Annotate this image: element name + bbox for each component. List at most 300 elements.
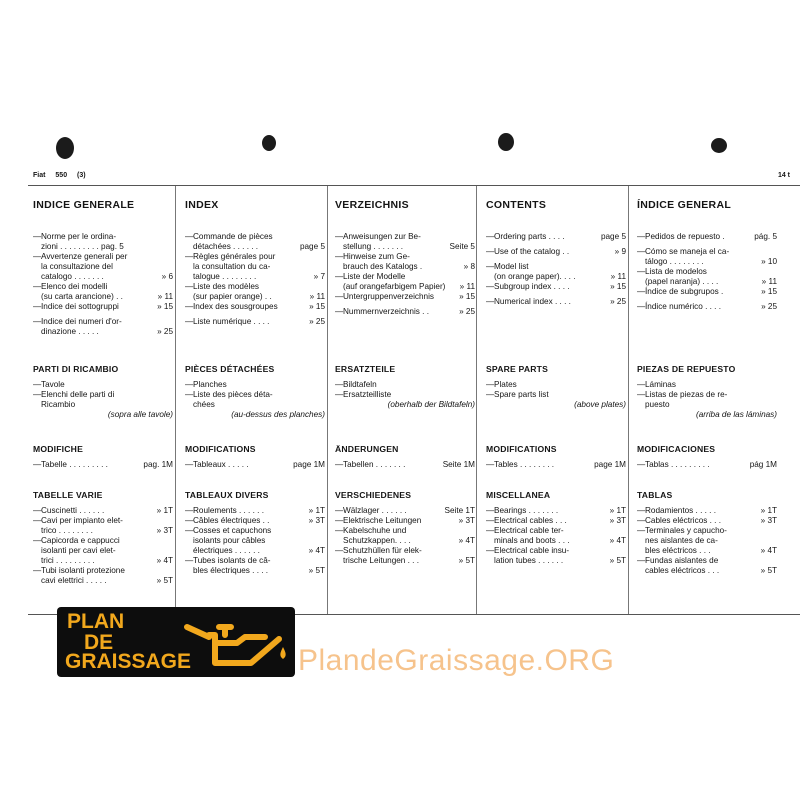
index-entry [486, 400, 626, 410]
section-title: TABELLE VARIE [33, 490, 103, 500]
index-entry [486, 282, 626, 292]
entry-text: (su carta arancione) . . [41, 292, 123, 301]
entry-text: Untergruppenverzeichnis [343, 292, 435, 301]
column-title: ÍNDICE GENERAL [637, 199, 732, 211]
index-entry [637, 556, 777, 566]
entry-page-ref: » 7 [313, 272, 325, 281]
index-entry [335, 390, 475, 400]
index-entry [335, 252, 475, 262]
entry-text: catalogo . . . . . . . [41, 272, 104, 281]
index-entry [185, 536, 325, 546]
entry-page-ref: » 4T [609, 536, 626, 545]
index-entry [335, 506, 475, 516]
entry-page-ref: » 4T [156, 556, 173, 565]
index-section [637, 232, 777, 312]
index-entry [33, 546, 173, 556]
entry-page-ref: » 3T [156, 526, 173, 535]
section-title: VERSCHIEDENES [335, 490, 412, 500]
entry-text: Liste des modèles [193, 282, 259, 291]
logo-line-2: DE [84, 631, 114, 654]
entry-page-ref: » 25 [309, 317, 325, 326]
index-entry [33, 566, 173, 576]
index-section [33, 232, 173, 337]
entry-page-ref: » 1T [609, 506, 626, 515]
entry-page-ref: » 25 [610, 297, 626, 306]
entry-page-ref: » 5T [156, 576, 173, 585]
entry-text: Electrical cable insu- [494, 546, 570, 555]
entry-text: Roulements . . . . . . [193, 506, 264, 515]
index-entry [486, 556, 626, 566]
index-column [185, 199, 325, 575]
entry-text: Rodamientos . . . . . [645, 506, 716, 515]
index-entry [185, 302, 325, 312]
entry-text: Avvertenze generali per [41, 252, 128, 261]
index-entry [185, 410, 325, 420]
entry-page-ref: » 15 [459, 292, 475, 301]
index-entry [185, 400, 325, 410]
entry-text: Lista de modelos [645, 267, 707, 276]
index-section [185, 232, 325, 327]
entry-text: Liste numérique . . . . [193, 317, 270, 326]
index-entry [637, 536, 777, 546]
entry-text: Fundas aislantes de [645, 556, 719, 565]
index-section [486, 232, 626, 307]
index-entry [33, 410, 173, 420]
entry-text: cables eléctricos . . . [645, 566, 720, 575]
index-entry [637, 516, 777, 526]
entry-text: Spare parts list [494, 390, 549, 399]
page-header [33, 172, 94, 179]
index-section [335, 444, 475, 470]
entry-text: Listas de piezas de re- [645, 390, 728, 399]
section-title: MODIFICATIONS [185, 444, 256, 454]
entry-page-ref: » 3T [609, 516, 626, 525]
header-code: (3) [77, 172, 86, 179]
index-section [637, 364, 777, 420]
entry-text: Schutzkappen. . . . [343, 536, 411, 545]
index-entry [335, 526, 475, 536]
entry-text: Subgroup index . . . . [494, 282, 570, 291]
entry-text: Tubes isolants de câ- [193, 556, 271, 565]
entry-text: Indice dei numeri d'or- [41, 317, 122, 326]
entry-text: la consultazione del [41, 262, 113, 271]
entry-text: chées [193, 400, 215, 409]
entry-text: (sopra alle tavole) [107, 410, 173, 419]
entry-text: Terminales y capucho- [645, 526, 727, 535]
entry-page-ref: » 15 [761, 287, 777, 296]
entry-text: trico . . . . . . . . [41, 526, 93, 535]
entry-page-ref: Seite 5 [449, 242, 475, 251]
scan-blot [56, 137, 74, 159]
index-column [486, 199, 626, 565]
index-entry [486, 536, 626, 546]
column-divider [628, 186, 629, 614]
entry-text: tálogo . . . . . . . . [645, 257, 704, 266]
entry-text: Elektrische Leitungen [343, 516, 422, 525]
entry-text: dinazione . . . . . [41, 327, 99, 336]
section-title: MODIFICHE [33, 444, 84, 454]
index-entry [486, 516, 626, 526]
index-entry [637, 277, 777, 287]
entry-page-ref: » 3T [308, 516, 325, 525]
entry-text: Tubi isolanti protezione [41, 566, 125, 575]
entry-text: Bearings . . . . . . . [494, 506, 559, 515]
index-entry [637, 302, 777, 312]
index-entry [185, 232, 325, 242]
entry-text: brauch des Katalogs . [343, 262, 423, 271]
index-entry [33, 252, 173, 262]
entry-text: Electrical cable ter- [494, 526, 564, 535]
index-section [185, 444, 325, 470]
index-entry [33, 292, 173, 302]
entry-page-ref: pag. 1M [143, 460, 173, 469]
index-section [33, 444, 173, 470]
entry-page-ref: » 3T [760, 516, 777, 525]
column-title: VERZEICHNIS [335, 199, 409, 211]
top-rule [28, 185, 800, 186]
entry-text: Règles générales pour [193, 252, 276, 261]
section-title: PARTI DI RICAMBIO [33, 364, 119, 374]
entry-page-ref: » 1T [156, 506, 173, 515]
index-entry [637, 400, 777, 410]
column-title: CONTENTS [486, 199, 547, 211]
entry-page-ref: » 25 [157, 327, 173, 336]
entry-text: Planches [193, 380, 227, 389]
entry-text: Cavi per impianto elet- [41, 516, 123, 525]
entry-page-ref: page 1M [594, 460, 626, 469]
entry-text: (arriba de las láminas) [696, 410, 777, 419]
entry-text: trici . . . . . . . . . [41, 556, 95, 565]
index-entry [33, 536, 173, 546]
entry-text: isolants pour câbles [193, 536, 266, 545]
entry-page-ref: » 4T [760, 546, 777, 555]
entry-page-ref: » 5T [308, 566, 325, 575]
entry-page-ref: » 11 [761, 277, 777, 286]
index-entry [185, 516, 325, 526]
index-entry [486, 506, 626, 516]
index-section [637, 444, 777, 470]
index-entry [185, 556, 325, 566]
index-entry [486, 297, 626, 307]
entry-page-ref: » 15 [157, 302, 173, 311]
index-entry [335, 556, 475, 566]
section-title: ERSATZTEILE [335, 364, 396, 374]
index-entry [185, 242, 325, 252]
index-section [335, 490, 475, 566]
entry-text: Index des sousgroupes [193, 302, 278, 311]
entry-text: Índice numérico . . . . [645, 302, 721, 311]
entry-text: Ordering parts . . . . [494, 232, 565, 241]
index-entry [335, 546, 475, 556]
index-column [637, 199, 777, 575]
header-make: Fiat [33, 172, 46, 179]
index-section [185, 364, 325, 420]
index-entry [637, 546, 777, 556]
entry-text: isolanti per cavi elet- [41, 546, 116, 555]
entry-text: Hinweise zum Ge- [343, 252, 410, 261]
index-entry [637, 410, 777, 420]
entry-page-ref: » 11 [459, 282, 475, 291]
entry-text: (papel naranja) . . . . [645, 277, 719, 286]
scan-blot [498, 133, 514, 151]
column-title: INDICE GENERALE [33, 199, 135, 211]
index-entry [335, 307, 475, 317]
index-section [486, 490, 626, 566]
index-section [33, 364, 173, 420]
index-entry [33, 282, 173, 292]
entry-text: zioni . . . . . . . . . pag. 5 [41, 242, 124, 251]
index-entry [335, 292, 475, 302]
entry-text: Elenchi delle parti di [41, 390, 115, 399]
scan-blot [262, 135, 276, 151]
header-model: 550 [55, 172, 68, 179]
entry-page-ref: » 6 [161, 272, 173, 281]
entry-text: bles eléctricos . . . [645, 546, 711, 555]
column-divider [175, 186, 176, 614]
index-entry [33, 242, 173, 252]
section-title: SPARE PARTS [486, 364, 549, 374]
index-entry [33, 390, 173, 400]
index-section [185, 490, 325, 576]
section-title: PIÈCES DÉTACHÉES [185, 364, 275, 374]
entry-page-ref: » 4T [458, 536, 475, 545]
column-divider [327, 186, 328, 614]
section-title: MODIFICATIONS [486, 444, 557, 454]
entry-page-ref: » 1T [760, 506, 777, 515]
logo-line-1: PLAN [67, 610, 125, 633]
entry-text: Indice dei sottogruppi [41, 302, 119, 311]
entry-page-ref: page 5 [600, 232, 626, 241]
entry-text: talogue . . . . . . . . [193, 272, 257, 281]
index-entry [33, 576, 173, 586]
index-entry [486, 546, 626, 556]
index-entry [33, 506, 173, 516]
index-entry [335, 232, 475, 242]
index-section [335, 232, 475, 317]
index-entry [335, 460, 475, 470]
index-entry [33, 327, 173, 337]
index-section [486, 364, 626, 410]
index-entry [185, 272, 325, 282]
entry-text: stellung . . . . . . . [343, 242, 404, 251]
index-entry [33, 516, 173, 526]
column-title: INDEX [185, 199, 219, 211]
index-entry [185, 526, 325, 536]
index-entry [335, 380, 475, 390]
entry-text: (auf orangefarbigem Papier) [343, 282, 446, 291]
entry-text: Electrical cables . . . [494, 516, 567, 525]
entry-text: Kabelschuhe und [343, 526, 407, 535]
entry-text: Tavole [41, 380, 65, 389]
entry-text: Cómo se maneja el ca- [645, 247, 730, 256]
entry-page-ref: » 15 [309, 302, 325, 311]
index-entry [637, 460, 777, 470]
entry-text: Cosses et capuchons [193, 526, 272, 535]
index-entry [486, 380, 626, 390]
entry-text: (au-dessus des planches) [231, 410, 325, 419]
entry-page-ref: » 3T [458, 516, 475, 525]
entry-text: cavi elettrici . . . . . [41, 576, 107, 585]
entry-text: bles électriques . . . . [193, 566, 269, 575]
entry-text: Commande de pièces [193, 232, 273, 241]
entry-text: minals and boots . . . [494, 536, 570, 545]
entry-text: Câbles électriques . . [193, 516, 270, 525]
index-entry [185, 317, 325, 327]
index-entry [637, 247, 777, 257]
logo-line-3: GRAISSAGE [65, 650, 192, 673]
entry-page-ref: » 11 [157, 292, 173, 301]
index-entry [637, 566, 777, 576]
index-entry [335, 516, 475, 526]
entry-page-ref: » 10 [761, 257, 777, 266]
entry-page-ref: page 1M [293, 460, 325, 469]
entry-page-ref: pág 1M [749, 460, 777, 469]
entry-text: Tableaux . . . . . [193, 460, 249, 469]
index-entry [637, 267, 777, 277]
index-entry [33, 232, 173, 242]
entry-text: trische Leitungen . . . [343, 556, 420, 565]
entry-text: Índice de subgrupos . [645, 287, 724, 296]
section-title: TABLEAUX DIVERS [185, 490, 269, 500]
entry-text: Cuscinetti . . . . . . [41, 506, 105, 515]
entry-text: détachées . . . . . . [193, 242, 259, 251]
index-entry [486, 232, 626, 242]
section-title: ÄNDERUNGEN [335, 444, 399, 454]
oil-can-icon [179, 613, 289, 673]
index-entry [185, 252, 325, 262]
entry-text: Liste der Modelle [343, 272, 406, 281]
entry-text: Cables eléctricos . . . [645, 516, 721, 525]
entry-text: Plates [494, 380, 517, 389]
entry-text: Ricambio [41, 400, 76, 409]
index-entry [335, 272, 475, 282]
entry-text: Numerical index . . . . [494, 297, 571, 306]
entry-text: Model list [494, 262, 529, 271]
entry-text: Tablas . . . . . . . . . [645, 460, 710, 469]
scan-blot [711, 138, 727, 153]
index-entry [637, 526, 777, 536]
index-section [33, 490, 173, 586]
entry-text: Tabellen . . . . . . . [343, 460, 406, 469]
index-entry [33, 302, 173, 312]
index-entry [33, 262, 173, 272]
entry-page-ref: » 11 [309, 292, 325, 301]
index-entry [185, 282, 325, 292]
entry-text: la consultation du ca- [193, 262, 271, 271]
index-column [335, 199, 475, 565]
index-entry [185, 506, 325, 516]
entry-text: Tabelle . . . . . . . . . [41, 460, 108, 469]
entry-text: Bildtafeln [343, 380, 377, 389]
entry-page-ref: » 25 [761, 302, 777, 311]
section-title: MISCELLANEA [486, 490, 551, 500]
entry-page-ref: Seite 1T [444, 506, 475, 515]
index-entry [185, 380, 325, 390]
index-entry [486, 390, 626, 400]
index-section [637, 490, 777, 576]
index-section [335, 364, 475, 410]
entry-page-ref: » 25 [459, 307, 475, 316]
index-entry [637, 287, 777, 297]
entry-page-ref: » 15 [610, 282, 626, 291]
index-entry [637, 232, 777, 242]
index-entry [33, 460, 173, 470]
entry-page-ref: Seite 1M [442, 460, 475, 469]
index-column [33, 199, 173, 585]
index-entry [33, 380, 173, 390]
index-entry [637, 506, 777, 516]
entry-text: Elenco dei modelli [41, 282, 108, 291]
header-page-number: 14 t [777, 172, 790, 179]
index-entry [486, 262, 626, 272]
index-section [486, 444, 626, 470]
index-entry [637, 390, 777, 400]
entry-page-ref: » 1T [308, 506, 325, 515]
entry-text: Nummernverzeichnis . . [343, 307, 429, 316]
entry-page-ref: pág. 5 [754, 232, 777, 241]
entry-page-ref: » 5T [458, 556, 475, 565]
index-entry [335, 262, 475, 272]
index-entry [335, 400, 475, 410]
plan-de-graissage-logo [57, 607, 295, 677]
entry-text: (oberhalb der Bildtafeln) [387, 400, 475, 409]
index-entry [486, 526, 626, 536]
entry-text: électriques . . . . . . [193, 546, 260, 555]
entry-text: (on orange paper). . . . [494, 272, 576, 281]
entry-text: (above plates) [574, 400, 626, 409]
index-entry [637, 380, 777, 390]
entry-page-ref: » 4T [308, 546, 325, 555]
entry-page-ref: » 8 [463, 262, 475, 271]
index-entry [335, 242, 475, 252]
index-entry [486, 460, 626, 470]
entry-text: puesto [645, 400, 670, 409]
section-title: PIEZAS DE REPUESTO [637, 364, 736, 374]
watermark: PlandeGraissage.ORG [298, 644, 615, 677]
entry-text: Liste des pièces déta- [193, 390, 273, 399]
entry-text: Anweisungen zur Be- [343, 232, 421, 241]
index-entry [33, 400, 173, 410]
entry-page-ref: page 5 [299, 242, 325, 251]
entry-text: lation tubes . . . . . . [494, 556, 564, 565]
entry-text: Ersatzteilliste [343, 390, 392, 399]
index-entry [185, 262, 325, 272]
index-entry [335, 536, 475, 546]
index-entry [185, 390, 325, 400]
entry-page-ref: » 5T [760, 566, 777, 575]
index-entry [33, 526, 173, 536]
entry-text: Pedidos de repuesto . [645, 232, 725, 241]
section-title: MODIFICACIONES [637, 444, 716, 454]
index-entry [33, 272, 173, 282]
entry-text: Láminas [645, 380, 676, 389]
index-entry [185, 546, 325, 556]
index-entry [637, 257, 777, 267]
entry-text: Tables . . . . . . . . [494, 460, 555, 469]
index-entry [486, 272, 626, 282]
entry-text: Capicorda e cappucci [41, 536, 120, 545]
entry-page-ref: » 5T [609, 556, 626, 565]
index-entry [185, 460, 325, 470]
index-entry [33, 317, 173, 327]
entry-text: nes aislantes de ca- [645, 536, 718, 545]
index-entry [185, 566, 325, 576]
entry-page-ref: » 11 [610, 272, 626, 281]
entry-text: Norme per le ordina- [41, 232, 117, 241]
entry-page-ref: » 9 [614, 247, 626, 256]
index-entry [335, 282, 475, 292]
entry-text: Wälzlager . . . . . . [343, 506, 407, 515]
